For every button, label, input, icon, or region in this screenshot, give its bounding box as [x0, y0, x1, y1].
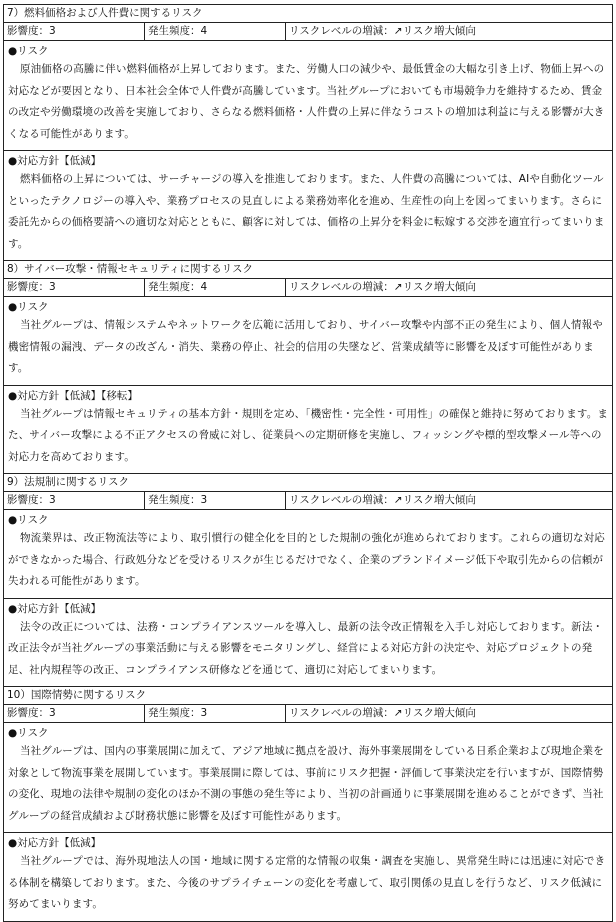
frequency-cell: 発生頻度：4 [145, 279, 286, 296]
risk-document [3, 4, 613, 922]
risk-block [4, 297, 612, 385]
policy-heading: ●対応方針【低減】 [8, 837, 102, 849]
policy-description: 法令の改正については、法務・コンプライアンスツールを導入し、最新の法令改正情報を入手し対応しております。新法・改正法令が当社グループの事業活動に与える影響をモニタリングし、経営による対応方針の決定や、対応プロジェクトの発足、社内規程等の改正、コンプライアンス研修などを通じて、適切に対応してまいります。 [8, 620, 604, 676]
policy-description: 当社グループは情報セキュリティの基本方針・規則を定め、「機密性・完全性・可用性」の確保と維持に努めております。また、サイバー攻撃による不正アクセスの脅威に対し、従業員への定期研修を実施し、フィッシングや標的型攻撃メール等への対応力を高めております。 [8, 407, 608, 463]
risk-section-7 [4, 5, 612, 260]
policy-block [4, 150, 612, 260]
frequency-cell: 発生頻度：3 [145, 492, 286, 509]
impact-cell: 影響度：3 [4, 492, 145, 509]
risk-description: 当社グループは、情報システムやネットワークを広範に活用しており、サイバー攻撃や内部不正の発生により、個人情報や機密情報の漏洩、データの改ざん・消失、業務の停止、社会的信用の失墜など、営業成績等に影響を及ぼす可能性があります。 [8, 319, 603, 374]
policy-block [4, 598, 612, 687]
risk-section-8 [4, 260, 612, 473]
risk-section-10 [4, 686, 612, 921]
risk-heading: ●リスク [8, 514, 49, 526]
risk-meta-row [4, 23, 612, 41]
policy-heading: ●対応方針【低減】【移転】 [8, 389, 138, 402]
trend-cell: リスクレベルの増減：↗リスク増大傾向 [289, 25, 476, 37]
policy-block [4, 832, 612, 921]
risk-title: 10）国際情勢に関するリスク [4, 687, 612, 705]
policy-heading: ●対応方針【低減】 [8, 155, 102, 167]
policy-description: 当社グループでは、海外現地法人の国・地域に関する定常的な情報の収集・調査を実施し、異常発生時には迅速に対応できる体制を構築しております。また、今後のサプライチェーンの変化を考慮して、取引関係の見直しを行うなど、リスク低減に努めてまいります。 [8, 855, 606, 910]
impact-cell: 影響度：3 [4, 23, 145, 40]
risk-meta-row [4, 279, 612, 297]
policy-description: 燃料価格の上昇については、サーチャージの導入を推進しております。また、人件費の高騰については、AIや自動化ツールといったテクノロジーの導入や、業務プロセスの見直しによる業務効率化を進め、生産性の向上を図ってまいります。さらに委託先からの価格要請への適切な対応とともに、顧客に対しては、価格の上昇分を料金に転嫁する交渉を適宜行ってまいります。 [8, 173, 605, 250]
frequency-cell: 発生頻度：4 [145, 23, 286, 40]
risk-heading: ●リスク [8, 727, 49, 739]
risk-description: 物流業界は、改正物流法等により、取引慣行の健全化を目的とした規制の強化が進められております。これらの適切な対応ができなかった場合、行政処分などを受けるリスクが生じるだけでなく、企業のブランドイメージ低下や取引先からの信頼が失われる可能性があります。 [8, 532, 605, 587]
risk-block [4, 510, 612, 598]
policy-block [4, 385, 612, 474]
risk-heading: ●リスク [8, 45, 49, 57]
impact-cell: 影響度：3 [4, 279, 145, 296]
risk-meta-row [4, 492, 612, 510]
risk-block [4, 723, 612, 832]
frequency-cell: 発生頻度：3 [145, 705, 286, 722]
risk-title: 8）サイバー攻撃・情報セキュリティに関するリスク [4, 261, 612, 279]
trend-cell: リスクレベルの増減：↗リスク増大傾向 [289, 494, 476, 506]
trend-cell: リスクレベルの増減：↗リスク増大傾向 [289, 707, 476, 719]
risk-block [4, 41, 612, 150]
policy-heading: ●対応方針【低減】 [8, 602, 102, 615]
impact-cell: 影響度：3 [4, 705, 145, 722]
risk-title: 7）燃料価格および人件費に関するリスク [4, 5, 612, 23]
risk-section-9 [4, 473, 612, 686]
risk-description: 当社グループは、国内の事業展開に加えて、アジア地域に拠点を設け、海外事業展開をしている日系企業および現地企業を対象として物流事業を展開しています。事業展開に際しては、事前にリスク把握・評価して事業決定を行いますが、国際情勢の変化、現地の法律や規制の変化のほか不測の事態の発生等により、当初の計画通りに事業展開を進めることができず、当社グループの経営成績および財務状態に影響を及ぼす可能性があります。 [8, 745, 604, 822]
risk-description: 原油価格の高騰に伴い燃料価格が上昇しております。また、労働人口の減少や、最低賃金の大幅な引き上げ、物価上昇への対応などが要因となり、日本社会全体で人件費が高騰しています。当社グループにおいても市場競争力を維持するため、賃金の改定や労働環境の改善を実施しており、さらなる燃料価格・人件費の上昇に伴なうコストの増加は利益に与える影響が大きくなる可能性があります。 [8, 63, 605, 140]
risk-title: 9）法規制に関するリスク [4, 474, 612, 492]
risk-heading: ●リスク [8, 301, 49, 313]
trend-cell: リスクレベルの増減：↗リスク増大傾向 [289, 281, 476, 293]
risk-meta-row [4, 705, 612, 723]
